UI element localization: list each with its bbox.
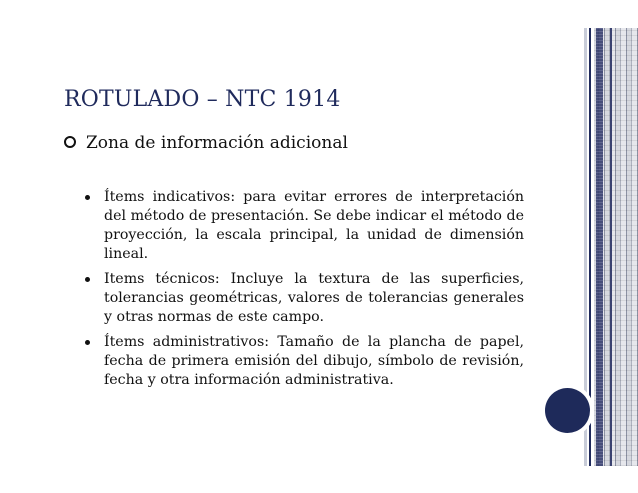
slide-subtitle: Zona de información adicional	[86, 133, 348, 153]
list-item-text: Items técnicos: Incluye la textura de las superficies, tolerancias geométricas, valores de tolerancias generales y otras normas de este campo.	[104, 271, 524, 325]
decorative-band	[584, 28, 638, 466]
band-strip	[596, 28, 603, 466]
dot-bullet-icon	[85, 195, 90, 200]
list-item	[104, 270, 524, 327]
ring-bullet-icon	[64, 136, 76, 148]
list-item	[104, 333, 524, 390]
band-line	[589, 28, 591, 466]
dot-bullet-icon	[85, 277, 90, 282]
list-item-text: Ítems administrativos: Tamaño de la plancha de papel, fecha de primera emisión del dibujo, símbolo de revisión, fecha y otra información administrativa.	[104, 334, 524, 388]
bullet-list	[104, 188, 524, 396]
dot-bullet-icon	[85, 340, 90, 345]
subtitle-row	[64, 133, 348, 153]
list-item-text: Ítems indicativos: para evitar errores de interpretación del método de presentación. Se debe indicar el método de proyección, la escala principal, la unidad de dimensión lineal.	[104, 189, 524, 262]
list-item	[104, 188, 524, 264]
accent-circle	[545, 388, 590, 433]
slide-title: ROTULADO – NTC 1914	[64, 87, 341, 112]
band-line	[610, 28, 612, 466]
